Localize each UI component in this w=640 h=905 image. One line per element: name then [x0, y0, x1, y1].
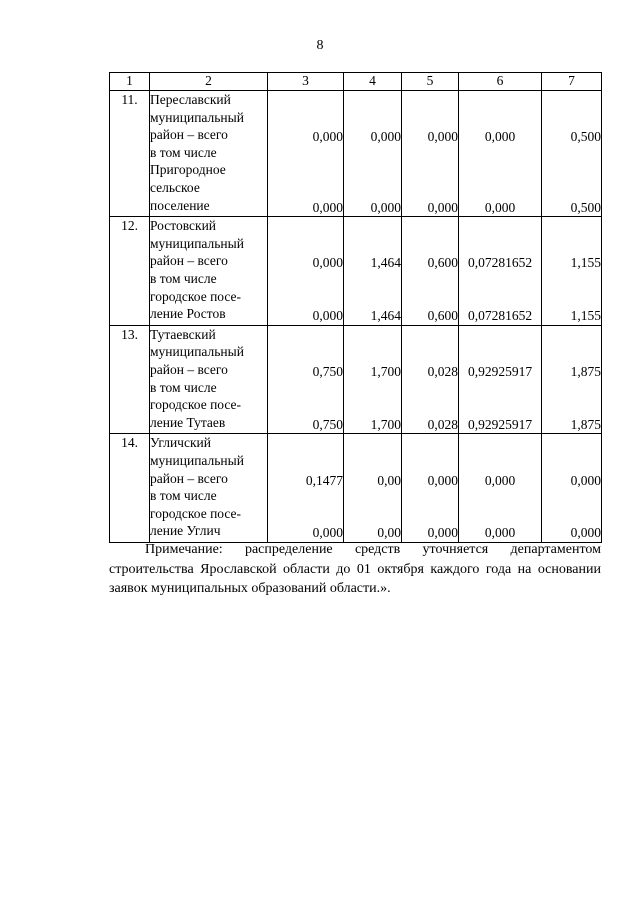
footnote-text: Примечание: распределение средств уточняется департаментом строительства Ярославской области до 01 октября каждого года на основании заявок муниципальных образований области.».: [109, 542, 601, 596]
subtotal-value: 0,000: [427, 525, 458, 541]
subtotal-value: 0,000: [312, 199, 343, 215]
value-cell-col5: [402, 325, 459, 434]
district-name-line: в том числе: [150, 379, 217, 395]
district-name-line: муниципальный: [150, 235, 244, 251]
district-name-line: городское посе-: [150, 505, 242, 521]
district-name-line: ление Углич: [150, 523, 221, 539]
subtotal-value: 0,000: [570, 525, 601, 541]
district-name-line: в том числе: [150, 144, 217, 160]
district-name-line: в том числе: [150, 488, 217, 504]
header-row: [110, 73, 602, 91]
subtotal-value: 0,000: [312, 308, 343, 324]
district-name-line: поселение: [150, 197, 210, 213]
district-name-line: муниципальный: [150, 452, 244, 468]
total-value: 0,1477: [305, 472, 343, 488]
district-name-line: Угличский: [150, 435, 211, 451]
table-row: [110, 217, 602, 326]
value-cell-col6: [459, 217, 542, 326]
value-cell-col7: [542, 325, 602, 434]
district-name-line: район – всего: [150, 127, 228, 143]
header-cell: 2: [150, 73, 268, 91]
subtotal-value: 0,92925917: [467, 416, 533, 432]
district-name: [150, 434, 268, 543]
total-value: 0,000: [484, 472, 516, 488]
subtotal-value: 1,700: [370, 416, 401, 432]
district-name-line: муниципальный: [150, 109, 244, 125]
total-value: 0,000: [312, 129, 343, 145]
total-value: 1,875: [570, 363, 601, 379]
subtotal-value: 1,875: [570, 416, 601, 432]
total-value: 1,700: [370, 363, 401, 379]
subtotal-value: 0,000: [427, 199, 458, 215]
table-row: [110, 434, 602, 543]
district-name-line: район – всего: [150, 253, 228, 269]
subtotal-value: 0,000: [370, 199, 401, 215]
subtotal-value: 0,00: [377, 525, 401, 541]
total-value: 0,000: [570, 472, 601, 488]
total-value: 0,028: [427, 363, 458, 379]
total-value: 1,464: [370, 255, 401, 271]
header-cell: 5: [402, 73, 459, 91]
subtotal-value: 0,000: [312, 525, 343, 541]
district-name-line: район – всего: [150, 470, 228, 486]
total-value: 0,600: [427, 255, 458, 271]
value-cell-col4: [344, 325, 402, 434]
district-name-line: Переславский: [150, 92, 231, 107]
district-name-line: муниципальный: [150, 344, 244, 360]
header-cell: 4: [344, 73, 402, 91]
district-name-line: городское посе-: [150, 397, 242, 413]
value-cell-col6: [459, 91, 542, 217]
district-name-line: сельское: [150, 179, 200, 195]
footnote: [109, 540, 601, 599]
district-name: [150, 217, 268, 326]
value-cell-col3: [268, 325, 344, 434]
row-number: 14.: [110, 434, 150, 543]
value-cell-col5: [402, 217, 459, 326]
value-cell-col7: [542, 434, 602, 543]
district-name-line: ление Тутаев: [150, 414, 226, 430]
value-cell-col6: [459, 325, 542, 434]
district-name-line: район – всего: [150, 361, 228, 377]
subtotal-value: 0,07281652: [467, 308, 533, 324]
value-cell-col7: [542, 217, 602, 326]
district-name-line: Тутаевский: [150, 326, 216, 342]
subtotal-value: 0,028: [427, 416, 458, 432]
district-name: [150, 91, 268, 217]
header-cell: 7: [542, 73, 602, 91]
total-value: 0,000: [312, 255, 343, 271]
total-value: 0,92925917: [467, 363, 533, 379]
total-value: 0,000: [484, 129, 516, 145]
value-cell-col4: [344, 434, 402, 543]
subtotal-value: 0,000: [484, 199, 516, 215]
district-name-line: Пригородное: [150, 162, 226, 178]
district-name-line: городское посе-: [150, 288, 242, 304]
district-name-line: Ростовский: [150, 218, 217, 234]
header-cell: 3: [268, 73, 344, 91]
subtotal-value: 0,600: [427, 308, 458, 324]
table-row: [110, 325, 602, 434]
total-value: 0,000: [427, 472, 458, 488]
subtotal-value: 0,000: [484, 525, 516, 541]
total-value: 1,155: [570, 255, 601, 271]
district-name: [150, 325, 268, 434]
total-value: 0,750: [312, 363, 343, 379]
value-cell-col4: [344, 91, 402, 217]
header-cell: 6: [459, 73, 542, 91]
table-row: [110, 91, 602, 217]
value-cell-col3: [268, 217, 344, 326]
value-cell-col5: [402, 434, 459, 543]
value-cell-col5: [402, 91, 459, 217]
total-value: 0,000: [427, 129, 458, 145]
total-value: 0,000: [370, 129, 401, 145]
subtotal-value: 0,750: [312, 416, 343, 432]
subtotal-value: 0,500: [570, 199, 601, 215]
total-value: 0,07281652: [467, 255, 533, 271]
subtotal-value: 1,155: [570, 308, 601, 324]
subtotal-value: 1,464: [370, 308, 401, 324]
total-value: 0,500: [570, 129, 601, 145]
district-name-line: в том числе: [150, 270, 217, 286]
value-cell-col3: [268, 91, 344, 217]
allocation-table: [109, 72, 602, 543]
row-number: 12.: [110, 217, 150, 326]
value-cell-col3: [268, 434, 344, 543]
header-cell: 1: [110, 73, 150, 91]
total-value: 0,00: [377, 472, 401, 488]
row-number: 13.: [110, 325, 150, 434]
value-cell-col4: [344, 217, 402, 326]
district-name-line: ление Ростов: [150, 306, 226, 322]
value-cell-col6: [459, 434, 542, 543]
value-cell-col7: [542, 91, 602, 217]
row-number: 11.: [110, 91, 150, 217]
page-number: 8: [316, 38, 324, 53]
